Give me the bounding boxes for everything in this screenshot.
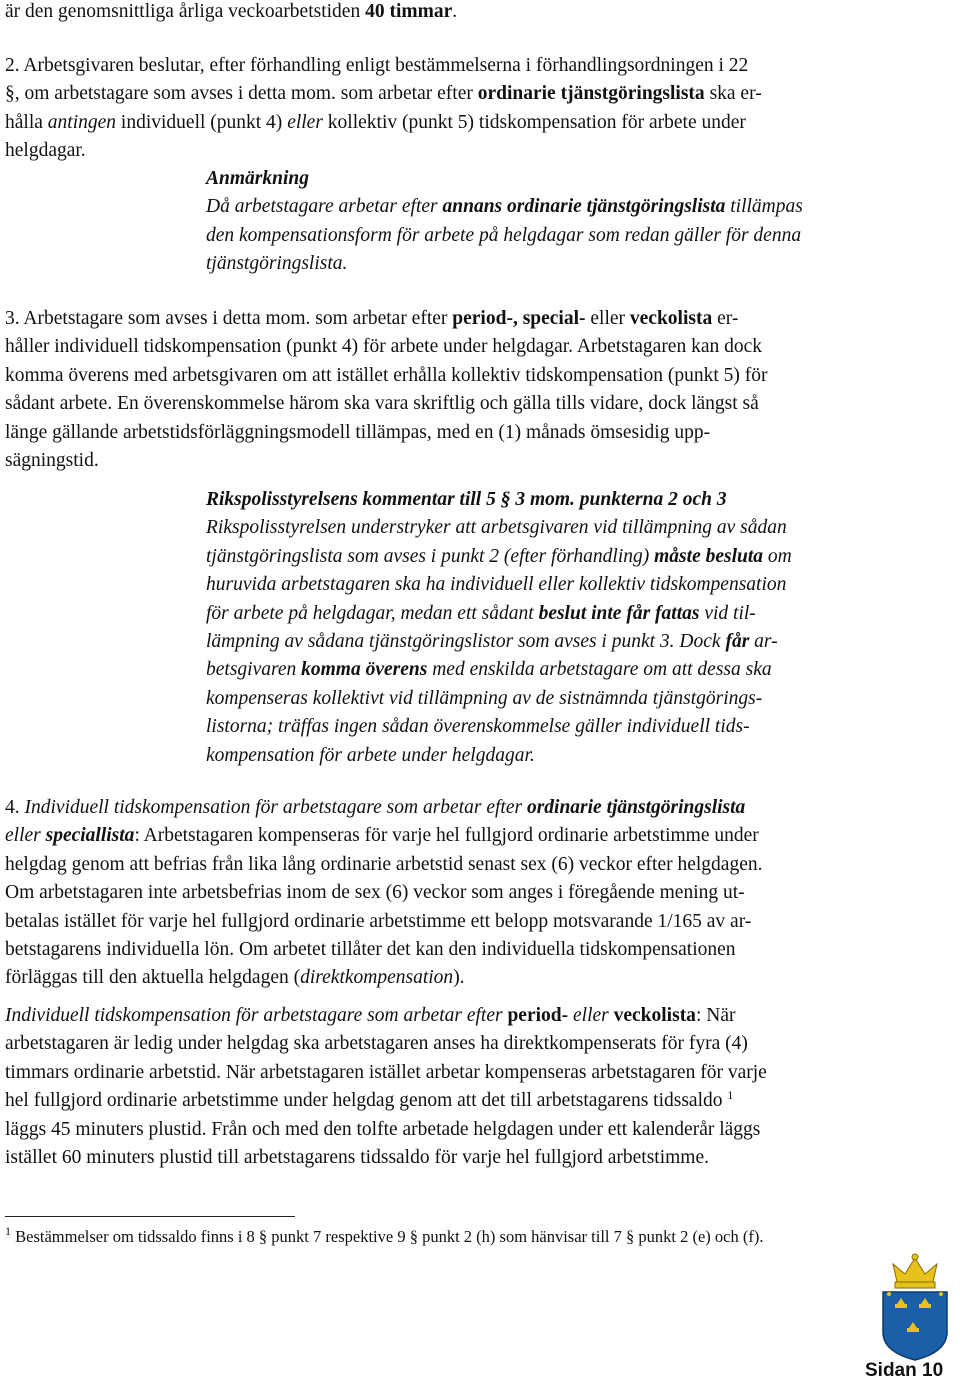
- paragraph-4: [5, 794, 763, 993]
- line: läggs 45 minuters plustid. Från och med den tolfte arbetade helgdagen under ett kalenderår läggs: [5, 1118, 761, 1140]
- line: betsgivaren komma överens med enskilda arbetstagare om att dessa ska: [206, 659, 772, 681]
- footnote-number: 1: [5, 1224, 11, 1238]
- line: håller individuell tidskompensation (punkt 4) för arbete under helgdagar. Arbetstagaren kan dock: [5, 336, 763, 358]
- line: istället 60 minuters plustid till arbetstagarens tidssaldo för varje hel fullgjord arbetstimme.: [5, 1147, 710, 1169]
- line: tjänstgöringslista som avses i punkt 2 (efter förhandling) måste besluta om: [206, 545, 792, 567]
- line: helgdagar.: [5, 140, 86, 162]
- line: lämpning av sådana tjänstgöringslistor som avses i punkt 3. Dock får ar-: [206, 631, 778, 653]
- line: länge gällande arbetstidsförläggningsmodell tillämpas, med en (1) månads ömsesidig upp-: [5, 421, 711, 443]
- line: sådant arbete. En överenskommelse härom ska vara skriftlig och gälla tills vidare, dock längst så: [5, 393, 759, 415]
- line: förläggas till den aktuella helgdagen (direktkompensation).: [5, 967, 465, 989]
- line: helgdag genom att befrias från lika lång ordinarie arbetstid senast sex (6) veckor efter helgdagen.: [5, 853, 763, 875]
- line: arbetstagaren är ledig under helgdag ska arbetstagaren anses ha direktkompenserats för fyra (4): [5, 1033, 748, 1055]
- line: 4. Individuell tidskompensation för arbetstagare som arbetar efter ordinarie tjänstgöringslista: [5, 797, 746, 818]
- line: komma överens med arbetsgivaren om att istället erhålla kollektiv tidskompensation (punkt 5) för: [5, 364, 768, 386]
- document-page: [5, 0, 955, 1385]
- line: för arbete på helgdagar, medan ett sådant beslut inte får fattas vid til-: [206, 602, 756, 624]
- line: 3. Arbetstagare som avses i detta mom. som arbetar efter period-, special- eller veckolista er-: [5, 308, 739, 329]
- comment-title: Rikspolisstyrelsens kommentar till 5 § 3 mom. punkterna 2 och 3: [206, 489, 727, 510]
- text: .: [452, 1, 458, 22]
- police-crest-icon: [875, 1252, 955, 1362]
- footnote-ref[interactable]: 1: [727, 1088, 734, 1103]
- line: Om arbetstagaren inte arbetsbefrias inom de sex (6) veckor som anges i föregående mening ut-: [5, 882, 745, 904]
- line: sägningstid.: [5, 450, 99, 472]
- note-title: Anmärkning: [206, 168, 309, 189]
- line: huruvida arbetstagaren ska ha individuell eller kollektiv tidskompensation: [206, 574, 787, 596]
- paragraph-2: [5, 52, 762, 166]
- paragraph-3: [5, 305, 767, 475]
- footnote: [5, 1226, 763, 1248]
- line: tjänstgöringslista.: [206, 253, 348, 275]
- line: listorna; träffas ingen sådan överenskommelse gäller individuell tids-: [206, 716, 750, 738]
- line: kompenseras kollektivt vid tillämpning av de sistnämnda tjänstgörings-: [206, 687, 763, 709]
- text: är den genomsnittliga årliga veckoarbetstiden: [5, 1, 366, 22]
- page-number: Sidan 10: [865, 1360, 944, 1381]
- comment-rikspolisstyrelsen: [206, 486, 957, 770]
- note-anmarkning: [206, 165, 957, 279]
- line: Individuell tidskompensation för arbetstagare som arbetar efter period- eller veckolista: När: [5, 1005, 736, 1026]
- paragraph-intro: [5, 0, 457, 26]
- bold-text: 40 timmar: [365, 1, 453, 22]
- line: Rikspolisstyrelsen understryker att arbetsgivaren vid tillämpning av sådan: [206, 517, 787, 539]
- line: den kompensationsform för arbete på helgdagar som redan gäller för denna: [206, 224, 802, 246]
- line: kompensation för arbete under helgdagar.: [206, 744, 535, 766]
- line: 2. Arbetsgivaren beslutar, efter förhandling enligt bestämmelserna i förhandlingsordningen i 22: [5, 55, 749, 76]
- line: §, om arbetstagare som avses i detta mom. som arbetar efter ordinarie tjänstgöringslista ska er-: [5, 83, 762, 105]
- line: timmars ordinarie arbetstid. När arbetstagaren istället arbetar kompenseras arbetstagaren för varje: [5, 1061, 767, 1083]
- line: betstagarens individuella lön. Om arbetet tillåter det kan den individuella tidskompensationen: [5, 939, 736, 961]
- footnote-text: Bestämmelser om tidssaldo finns i 8 § punkt 7 respektive 9 § punkt 2 (h) som hänvisar till 7 § punkt 2 (e) och (f).: [11, 1227, 764, 1246]
- line: eller speciallista: Arbetstagaren kompenseras för varje hel fullgjord ordinarie arbetstimme under: [5, 825, 759, 847]
- line: hålla antingen individuell (punkt 4) eller kollektiv (punkt 5) tidskompensation för arbete under: [5, 111, 746, 133]
- line: betalas istället för varje hel fullgjord ordinarie arbetstimme ett belopp motsvarande 1/165 av ar-: [5, 910, 752, 932]
- footnote-divider: [5, 1216, 295, 1217]
- paragraph-5: [5, 1002, 767, 1172]
- line: Då arbetstagare arbetar efter annans ordinarie tjänstgöringslista tillämpas: [206, 196, 803, 218]
- line: hel fullgjord ordinarie arbetstimme under helgdag genom att det till arbetstagarens tidssaldo $^1$: [5, 1088, 734, 1112]
